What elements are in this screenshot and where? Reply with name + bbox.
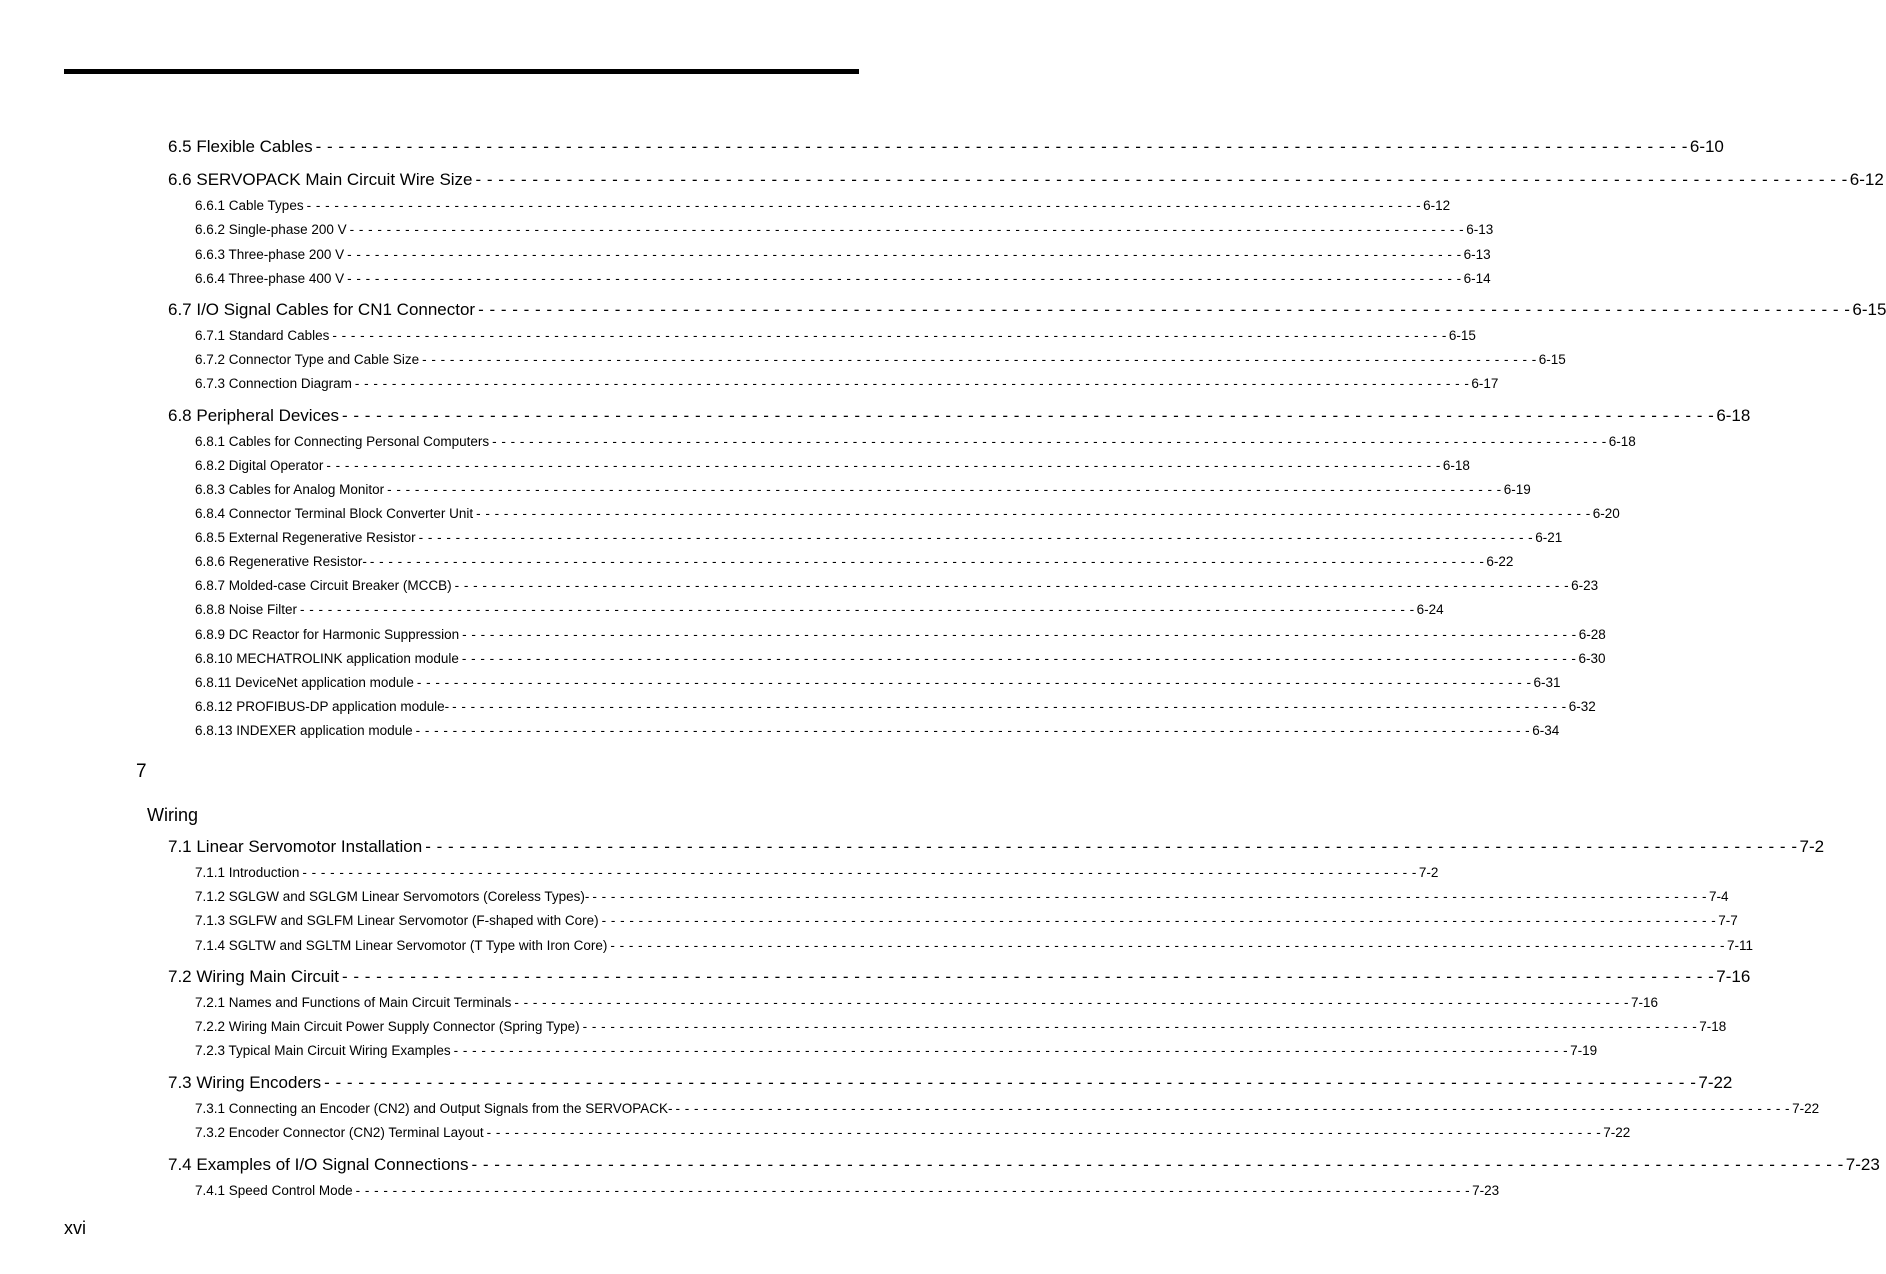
toc-leader: - - - - - - - - - - - - - - - - - - - - - - - - - - - - - - - - - - - - - - - - - - - - - - - - - - - - - - - - - - - - - - - - - - - - - - - - - - - - - - - - - - - - - - - - - - - - - - - - - - - - - - - - - - - - - - - - - - - - - - - - - [387, 482, 1502, 497]
toc-entry-page: 7-18 [1699, 1019, 1727, 1034]
toc-leader: - - - - - - - - - - - - - - - - - - - - - - - - - - - - - - - - - - - - - - - - - - - - - - - - - - - - - - - - - - - - - - - - - - - - - - - - - - - - - - - - - - - - - - - - - - - - - - - - - - - - - - - - - - - - - - - - - - - - - - - - - [416, 675, 1532, 690]
toc-leader: - - - - - - - - - - - - - - - - - - - - - - - - - - - - - - - - - - - - - - - - - - - - - - - - - - - - - - - - - - - - - - - - - - - - - - - - - - - - - - - - - - - - - - - - - - - - - - - - - - - - - - - - - - - - - - - - - - - - - - - - - [349, 222, 1465, 237]
toc-entry[interactable] [168, 405, 1751, 427]
toc-subentry[interactable] [195, 375, 1499, 393]
toc-entry-title: 6.8.4 Connector Terminal Block Converter Unit [195, 506, 474, 521]
toc-subentry[interactable] [195, 722, 1560, 740]
toc-entry-page: 7-23 [1845, 1155, 1880, 1174]
toc-entry-page: 6-10 [1689, 137, 1724, 156]
toc-subentry[interactable] [195, 457, 1470, 475]
toc-leader: - - - - - - - - - - - - - - - - - - - - - - - - - - - - - - - - - - - - - - - - - - - - - - - - - - - - - - - - - - - - - - - - - - - - - - - - - - - - - - - - - - - - - - - - - - - - - - - - - - - - - - - - - - - - - - - - - - - - - - - - - [478, 300, 1851, 319]
toc-entry-title: 7.2 Wiring Main Circuit [168, 967, 339, 986]
toc-entry-page: 7-22 [1698, 1073, 1733, 1092]
toc-subentry[interactable] [195, 221, 1494, 239]
toc-entry-title: 7.2.1 Names and Functions of Main Circuit Terminals [195, 995, 512, 1010]
toc-subentry[interactable] [195, 197, 1451, 215]
toc-subentry[interactable] [195, 912, 1738, 930]
toc-entry-title: 7.2.2 Wiring Main Circuit Power Supply Connector (Spring Type) [195, 1019, 580, 1034]
toc-entry-page: 7-19 [1570, 1043, 1598, 1058]
toc-leader: - - - - - - - - - - - - - - - - - - - - - - - - - - - - - - - - - - - - - - - - - - - - - - - - - - - - - - - - - - - - - - - - - - - - - - - - - - - - - - - - - - - - - - - - - - - - - - - - - - - - - - - - - - - - - - - - - - - - - - - - - [342, 406, 1715, 425]
toc-subentry[interactable] [195, 698, 1596, 716]
toc-leader: - - - - - - - - - - - - - - - - - - - - - - - - - - - - - - - - - - - - - - - - - - - - - - - - - - - - - - - - - - - - - - - - - - - - - - - - - - - - - - - - - - - - - - - - - - - - - - - - - - - - - - - - - - - - - - - - - - - - - - - - - [461, 651, 1577, 666]
toc-entry-page: 6-18 [1442, 458, 1470, 473]
toc-entry[interactable] [168, 1154, 1880, 1176]
toc-entry-title: 7.3.1 Connecting an Encoder (CN2) and Output Signals from the SERVOPACK- [195, 1101, 673, 1116]
toc-leader: - - - - - - - - - - - - - - - - - - - - - - - - - - - - - - - - - - - - - - - - - - - - - - - - - - - - - - - - - - - - - - - - - - - - - - - - - - - - - - - - - - - - - - - - - - - - - - - - - - - - - - - - - - - - - - - - - - - - - - - - - [425, 837, 1798, 856]
toc-entry-page: 6-15 [1448, 328, 1476, 343]
toc-subentry[interactable] [195, 1100, 1820, 1118]
toc-entry-title: 6.8.8 Noise Filter [195, 602, 298, 617]
toc-entry-title: 6.7.1 Standard Cables [195, 328, 330, 343]
toc-entry[interactable] [168, 136, 1724, 158]
toc-leader: - - - - - - - - - - - - - - - - - - - - - - - - - - - - - - - - - - - - - - - - - - - - - - - - - - - - - - - - - - - - - - - - - - - - - - - - - - - - - - - - - - - - - - - - - - - - - - - - - - - - - - - - - - - - - - - - - - - - - - - - - [300, 602, 1415, 617]
toc-entry-title: 7.1 Linear Servomotor Installation [168, 837, 423, 856]
header-rule [64, 69, 859, 74]
toc-entry-title: 7.2.3 Typical Main Circuit Wiring Examples [195, 1043, 451, 1058]
chapter-title[interactable]: Wiring [147, 805, 199, 825]
toc-leader: - - - - - - - - - - - - - - - - - - - - - - - - - - - - - - - - - - - - - - - - - - - - - - - - - - - - - - - - - - - - - - - - - - - - - - - - - - - - - - - - - - - - - - - - - - - - - - - - - - - - - - - - - - - - - - - - - - - - - - - - - [486, 1125, 1602, 1140]
toc-entry-title: 6.7.2 Connector Type and Cable Size [195, 352, 420, 367]
toc-subentry[interactable] [195, 888, 1729, 906]
toc-entry-page: 6-23 [1571, 578, 1599, 593]
toc-leader: - - - - - - - - - - - - - - - - - - - - - - - - - - - - - - - - - - - - - - - - - - - - - - - - - - - - - - - - - - - - - - - - - - - - - - - - - - - - - - - - - - - - - - - - - - - - - - - - - - - - - - - - - - - - - - - - - - - - - - - - - [306, 198, 1422, 213]
toc-entry-page: 7-2 [1418, 865, 1439, 880]
toc-subentry[interactable] [195, 505, 1620, 523]
toc-entry-title: 6.7.3 Connection Diagram [195, 376, 352, 391]
toc-leader: - - - - - - - - - - - - - - - - - - - - - - - - - - - - - - - - - - - - - - - - - - - - - - - - - - - - - - - - - - - - - - - - - - - - - - - - - - - - - - - - - - - - - - - - - - - - - - - - - - - - - - - - - - - - - - - - - - - - - - - - - [476, 506, 1591, 521]
toc-entry[interactable] [168, 1072, 1733, 1094]
toc-entry-page: 6-15 [1538, 352, 1566, 367]
toc-entry-title: 6.5 Flexible Cables [168, 137, 313, 156]
toc-entry-title: 7.1.3 SGLFW and SGLFM Linear Servomotor (F-shaped with Core) [195, 913, 599, 928]
toc-leader: - - - - - - - - - - - - - - - - - - - - - - - - - - - - - - - - - - - - - - - - - - - - - - - - - - - - - - - - - - - - - - - - - - - - - - - - - - - - - - - - - - - - - - - - - - - - - - - - - - - - - - - - - - - - - - - - - - - - - - - - - [471, 1155, 1844, 1174]
toc-leader: - - - - - - - - - - - - - - - - - - - - - - - - - - - - - - - - - - - - - - - - - - - - - - - - - - - - - - - - - - - - - - - - - - - - - - - - - - - - - - - - - - - - - - - - - - - - - - - - - - - - - - - - - - - - - - - - - - - - - - - - - [347, 271, 1462, 286]
toc-entry-title: 6.6.3 Three-phase 200 V [195, 247, 345, 262]
toc-entry-page: 6-30 [1578, 651, 1606, 666]
toc-leader: - - - - - - - - - - - - - - - - - - - - - - - - - - - - - - - - - - - - - - - - - - - - - - - - - - - - - - - - - - - - - - - - - - - - - - - - - - - - - - - - - - - - - - - - - - - - - - - - - - - - - - - - - - - - - - - - - - - - - - - - - [582, 1019, 1698, 1034]
toc-entry-page: 6-13 [1466, 222, 1494, 237]
toc-subentry[interactable] [195, 351, 1566, 369]
toc-leader: - - - - - - - - - - - - - - - - - - - - - - - - - - - - - - - - - - - - - - - - - - - - - - - - - - - - - - - - - - - - - - - - - - - - - - - - - - - - - - - - - - - - - - - - - - - - - - - - - - - - - - - - - - - - - - - - - - - - - - - - - [454, 578, 1570, 593]
toc-subentry[interactable] [195, 553, 1514, 571]
toc-entry-page: 6-18 [1608, 434, 1636, 449]
toc-entry-title: 7.1.1 Introduction [195, 865, 300, 880]
toc-entry-title: 6.8.6 Regenerative Resistor- [195, 554, 367, 569]
toc-leader: - - - - - - - - - - - - - - - - - - - - - - - - - - - - - - - - - - - - - - - - - - - - - - - - - - - - - - - - - - - - - - - - - - - - - - - - - - - - - - - - - - - - - - - - - - - - - - - - - - - - - - - - - - - - - - - - - - - - - - - - - [355, 1183, 1471, 1198]
toc-entry-page: 7-16 [1716, 967, 1751, 986]
toc-subentry[interactable] [195, 626, 1606, 644]
toc-leader: - - - - - - - - - - - - - - - - - - - - - - - - - - - - - - - - - - - - - - - - - - - - - - - - - - - - - - - - - - - - - - - - - - - - - - - - - - - - - - - - - - - - - - - - - - - - - - - - - - - - - - - - - - - - - - - - - - - - - - - - - [422, 352, 1537, 367]
toc-entry-title: 6.6.1 Cable Types [195, 198, 304, 213]
toc-entry-title: 6.8.3 Cables for Analog Monitor [195, 482, 385, 497]
toc-entry-page: 6-22 [1486, 554, 1514, 569]
toc-entry[interactable] [168, 836, 1825, 858]
toc-entry-title: 6.8.12 PROFIBUS-DP application module- [195, 699, 450, 714]
toc-subentry[interactable] [195, 270, 1491, 288]
toc-subentry[interactable] [195, 1042, 1598, 1060]
toc-entry-title: 6.6.4 Three-phase 400 V [195, 271, 345, 286]
toc-entry-title: 6.8.13 INDEXER application module [195, 723, 413, 738]
toc-entry-title: 6.8.5 External Regenerative Resistor [195, 530, 416, 545]
toc-leader: - - - - - - - - - - - - - - - - - - - - - - - - - - - - - - - - - - - - - - - - - - - - - - - - - - - - - - - - - - - - - - - - - - - - - - - - - - - - - - - - - - - - - - - - - - - - - - - - - - - - - - - - - - - - - - - - - - - - - - - - - [475, 170, 1848, 189]
toc-subentry[interactable] [195, 650, 1606, 668]
toc-subentry[interactable] [195, 994, 1658, 1012]
toc-leader: - - - - - - - - - - - - - - - - - - - - - - - - - - - - - - - - - - - - - - - - - - - - - - - - - - - - - - - - - - - - - - - - - - - - - - - - - - - - - - - - - - - - - - - - - - - - - - - - - - - - - - - - - - - - - - - - - - - - - - - - - [324, 1073, 1697, 1092]
page-number: xvi [64, 1218, 86, 1238]
toc-leader: - - - - - - - - - - - - - - - - - - - - - - - - - - - - - - - - - - - - - - - - - - - - - - - - - - - - - - - - - - - - - - - - - - - - - - - - - - - - - - - - - - - - - - - - - - - - - - - - - - - - - - - - - - - - - - - - - - - - - - - - - [462, 627, 1577, 642]
toc-entry-title: 6.7 I/O Signal Cables for CN1 Connector [168, 300, 476, 319]
toc-subentry[interactable] [195, 327, 1476, 345]
toc-entry-page: 7-23 [1472, 1183, 1500, 1198]
toc-leader: - - - - - - - - - - - - - - - - - - - - - - - - - - - - - - - - - - - - - - - - - - - - - - - - - - - - - - - - - - - - - - - - - - - - - - - - - - - - - - - - - - - - - - - - - - - - - - - - - - - - - - - - - - - - - - - - - - - - - - - - - [418, 530, 1534, 545]
toc-entry-title: 6.6 SERVOPACK Main Circuit Wire Size [168, 170, 473, 189]
toc-entry-title: 6.8.7 Molded-case Circuit Breaker (MCCB) [195, 578, 452, 593]
toc-entry-page: 7-4 [1708, 889, 1729, 904]
toc-entry-title: 6.8.9 DC Reactor for Harmonic Suppression [195, 627, 460, 642]
toc-leader: - - - - - - - - - - - - - - - - - - - - - - - - - - - - - - - - - - - - - - - - - - - - - - - - - - - - - - - - - - - - - - - - - - - - - - - - - - - - - - - - - - - - - - - - - - - - - - - - - - - - - - - - - - - - - - - - - - - - - - - - - [302, 865, 1417, 880]
toc-entry-title: 6.8.1 Cables for Connecting Personal Computers [195, 434, 490, 449]
toc-entry-page: 7-11 [1726, 938, 1754, 953]
toc-entry-page: 6-18 [1716, 406, 1751, 425]
toc-leader: - - - - - - - - - - - - - - - - - - - - - - - - - - - - - - - - - - - - - - - - - - - - - - - - - - - - - - - - - - - - - - - - - - - - - - - - - - - - - - - - - - - - - - - - - - - - - - - - - - - - - - - - - - - - - - - - - - - - - - - - - [332, 328, 1447, 343]
toc-entry-page: 6-17 [1471, 376, 1499, 391]
toc-leader: - - - - - - - - - - - - - - - - - - - - - - - - - - - - - - - - - - - - - - - - - - - - - - - - - - - - - - - - - - - - - - - - - - - - - - - - - - - - - - - - - - - - - - - - - - - - - - - - - - - - - - - - - - - - - - - - - - - - - - - - - [492, 434, 1607, 449]
chapter-number: 7 [136, 761, 147, 782]
toc-subentry[interactable] [195, 529, 1563, 547]
toc-entry-page: 6-12 [1423, 198, 1451, 213]
toc-entry-page: 6-34 [1532, 723, 1560, 738]
toc-entry-title: 7.3 Wiring Encoders [168, 1073, 322, 1092]
toc-leader: - - - - - - - - - - - - - - - - - - - - - - - - - - - - - - - - - - - - - - - - - - - - - - - - - - - - - - - - - - - - - - - - - - - - - - - - - - - - - - - - - - - - - - - - - - - - - - - - - - - - - - - - - - - - - - - - - - - - - - - - - [601, 913, 1717, 928]
toc-entry-page: 6-28 [1578, 627, 1606, 642]
toc-entry-page: 6-31 [1533, 675, 1561, 690]
toc-subentry[interactable] [195, 481, 1531, 499]
toc-leader: - - - - - - - - - - - - - - - - - - - - - - - - - - - - - - - - - - - - - - - - - - - - - - - - - - - - - - - - - - - - - - - - - - - - - - - - - - - - - - - - - - - - - - - - - - - - - - - - - - - - - - - - - - - - - - - - - - - - - - - - - [354, 376, 1470, 391]
toc-entry-title: 7.4 Examples of I/O Signal Connections [168, 1155, 469, 1174]
toc-subentry[interactable] [195, 1182, 1500, 1200]
toc-leader: - - - - - - - - - - - - - - - - - - - - - - - - - - - - - - - - - - - - - - - - - - - - - - - - - - - - - - - - - - - - - - - - - - - - - - - - - - - - - - - - - - - - - - - - - - - - - - - - - - - - - - - - - - - - - - - - - - - - - - - - - [675, 1101, 1791, 1116]
toc-subentry[interactable] [195, 864, 1439, 882]
toc-entry-page: 6-24 [1416, 602, 1444, 617]
toc-leader: - - - - - - - - - - - - - - - - - - - - - - - - - - - - - - - - - - - - - - - - - - - - - - - - - - - - - - - - - - - - - - - - - - - - - - - - - - - - - - - - - - - - - - - - - - - - - - - - - - - - - - - - - - - - - - - - - - - - - - - - - [347, 247, 1462, 262]
toc-subentry[interactable] [195, 577, 1599, 595]
toc-entry-title: 7.4.1 Speed Control Mode [195, 1183, 353, 1198]
toc-subentry[interactable] [195, 937, 1754, 955]
toc-subentry[interactable] [195, 674, 1561, 692]
toc-entry-page: 7-16 [1630, 995, 1658, 1010]
toc-leader: - - - - - - - - - - - - - - - - - - - - - - - - - - - - - - - - - - - - - - - - - - - - - - - - - - - - - - - - - - - - - - - - - - - - - - - - - - - - - - - - - - - - - - - - - - - - - - - - - - - - - - - - - - - - - - - - - - - - - - - - - [342, 967, 1715, 986]
toc-leader: - - - - - - - - - - - - - - - - - - - - - - - - - - - - - - - - - - - - - - - - - - - - - - - - - - - - - - - - - - - - - - - - - - - - - - - - - - - - - - - - - - - - - - - - - - - - - - - - - - - - - - - - - - - - - - - - - - - - - - - - - [453, 1043, 1569, 1058]
toc-subentry[interactable] [195, 433, 1636, 451]
toc-entry-title: 7.1.4 SGLTW and SGLTM Linear Servomotor (T Type with Iron Core) [195, 938, 608, 953]
toc-leader: - - - - - - - - - - - - - - - - - - - - - - - - - - - - - - - - - - - - - - - - - - - - - - - - - - - - - - - - - - - - - - - - - - - - - - - - - - - - - - - - - - - - - - - - - - - - - - - - - - - - - - - - - - - - - - - - - - - - - - - - - [610, 938, 1725, 953]
toc-subentry[interactable] [195, 1018, 1727, 1036]
toc-leader: - - - - - - - - - - - - - - - - - - - - - - - - - - - - - - - - - - - - - - - - - - - - - - - - - - - - - - - - - - - - - - - - - - - - - - - - - - - - - - - - - - - - - - - - - - - - - - - - - - - - - - - - - - - - - - - - - - - - - - - - - [514, 995, 1629, 1010]
toc-entry[interactable] [168, 299, 1886, 321]
toc-entry-page: 6-13 [1463, 247, 1491, 262]
toc-entry-title: 7.3.2 Encoder Connector (CN2) Terminal Layout [195, 1125, 484, 1140]
toc-entry-page: 6-32 [1568, 699, 1596, 714]
toc-entry-page: 6-15 [1852, 300, 1886, 319]
toc-entry-page: 7-2 [1799, 837, 1825, 856]
toc-entry-page: 7-22 [1792, 1101, 1820, 1116]
toc-entry[interactable] [168, 966, 1751, 988]
toc-entry-title: 6.8.2 Digital Operator [195, 458, 324, 473]
toc-subentry[interactable] [195, 246, 1491, 264]
toc-entry-title: 7.1.2 SGLGW and SGLGM Linear Servomotors (Coreless Types)- [195, 889, 590, 904]
toc-entry-page: 6-19 [1503, 482, 1531, 497]
toc-entry-page: 7-7 [1718, 913, 1738, 928]
toc-entry-page: 6-20 [1592, 506, 1620, 521]
toc-subentry[interactable] [195, 1124, 1631, 1142]
toc-leader: - - - - - - - - - - - - - - - - - - - - - - - - - - - - - - - - - - - - - - - - - - - - - - - - - - - - - - - - - - - - - - - - - - - - - - - - - - - - - - - - - - - - - - - - - - - - - - - - - - - - - - - - - - - - - - - - - - - - - - - - - [415, 723, 1531, 738]
toc-subentry[interactable] [195, 601, 1444, 619]
toc-leader: - - - - - - - - - - - - - - - - - - - - - - - - - - - - - - - - - - - - - - - - - - - - - - - - - - - - - - - - - - - - - - - - - - - - - - - - - - - - - - - - - - - - - - - - - - - - - - - - - - - - - - - - - - - - - - - - - - - - - - - - - [452, 699, 1567, 714]
toc-entry-page: 6-21 [1535, 530, 1563, 545]
toc-entry-page: 6-12 [1849, 170, 1884, 189]
toc-entry[interactable] [168, 169, 1884, 191]
toc-leader: - - - - - - - - - - - - - - - - - - - - - - - - - - - - - - - - - - - - - - - - - - - - - - - - - - - - - - - - - - - - - - - - - - - - - - - - - - - - - - - - - - - - - - - - - - - - - - - - - - - - - - - - - - - - - - - - - - - - - - - - - [326, 458, 1441, 473]
toc-leader: - - - - - - - - - - - - - - - - - - - - - - - - - - - - - - - - - - - - - - - - - - - - - - - - - - - - - - - - - - - - - - - - - - - - - - - - - - - - - - - - - - - - - - - - - - - - - - - - - - - - - - - - - - - - - - - - - - - - - - - - - [315, 137, 1688, 156]
toc-leader: - - - - - - - - - - - - - - - - - - - - - - - - - - - - - - - - - - - - - - - - - - - - - - - - - - - - - - - - - - - - - - - - - - - - - - - - - - - - - - - - - - - - - - - - - - - - - - - - - - - - - - - - - - - - - - - - - - - - - - - - - [592, 889, 1707, 904]
toc-entry-page: 6-14 [1463, 271, 1491, 286]
toc-entry-title: 6.8.11 DeviceNet application module [195, 675, 414, 690]
toc-entry-page: 7-22 [1603, 1125, 1631, 1140]
toc-entry-title: 6.6.2 Single-phase 200 V [195, 222, 347, 237]
toc-entry-title: 6.8 Peripheral Devices [168, 406, 340, 425]
toc-leader: - - - - - - - - - - - - - - - - - - - - - - - - - - - - - - - - - - - - - - - - - - - - - - - - - - - - - - - - - - - - - - - - - - - - - - - - - - - - - - - - - - - - - - - - - - - - - - - - - - - - - - - - - - - - - - - - - - - - - - - - - [369, 554, 1485, 569]
toc-entry-title: 6.8.10 MECHATROLINK application module [195, 651, 459, 666]
